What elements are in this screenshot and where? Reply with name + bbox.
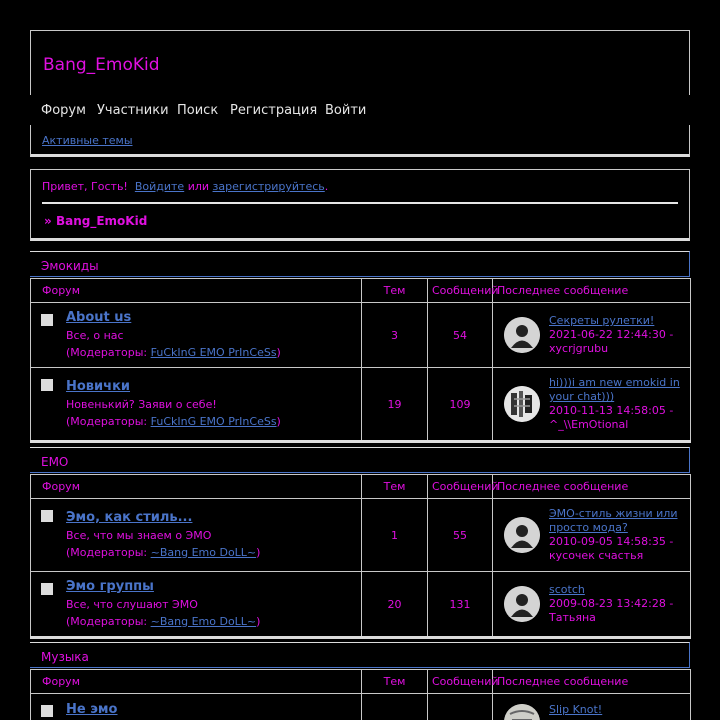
posts-count: 109 (428, 368, 493, 442)
forum-row (31, 368, 691, 442)
forum-moderators (66, 613, 361, 630)
forum-description: Все, о нас (66, 328, 124, 342)
last-post-link[interactable]: scotch (549, 583, 585, 596)
last-post-cell (493, 303, 691, 368)
last-post-cell (493, 368, 691, 442)
forum-cell (31, 572, 362, 638)
divider (42, 202, 678, 204)
forum-status-icon (41, 583, 53, 595)
posts-count: 131 (428, 572, 493, 638)
table-header-row (31, 670, 691, 694)
forum-cell (31, 499, 362, 572)
last-post-link[interactable]: Slip Knot! (549, 703, 603, 716)
category-title (30, 642, 690, 668)
nav-login[interactable]: Войти (325, 103, 367, 118)
avatar-icon[interactable] (504, 586, 540, 622)
col-topics: Тем (362, 475, 428, 499)
posts-count: 54 (428, 303, 493, 368)
category-title-text[interactable]: Эмокиды (41, 259, 99, 273)
avatar-icon[interactable] (504, 317, 540, 353)
forum-moderators (66, 413, 361, 430)
forum-status-icon (41, 705, 53, 717)
moderators-close: ) (256, 614, 261, 628)
sub-navigation (30, 125, 690, 157)
welcome-box (30, 169, 690, 241)
forum-description: Новенький? Заяви о себе! (66, 397, 217, 411)
forum-moderators (66, 544, 361, 561)
forum-table (30, 669, 691, 720)
table-header-row (31, 475, 691, 499)
last-post-meta: 2009-08-23 13:42:28 - Татьяна (549, 597, 674, 624)
col-topics: Тем (362, 279, 428, 303)
forum-row (31, 694, 691, 720)
forum-row (31, 499, 691, 572)
forum-status-icon (41, 510, 53, 522)
last-post-cell (493, 694, 691, 720)
nav-register[interactable]: Регистрация (230, 103, 318, 118)
forum-cell (31, 368, 362, 442)
forum-table (30, 474, 691, 639)
last-post-link[interactable]: ЭМО-стиль жизни или просто мода? (549, 507, 678, 534)
topics-count (362, 694, 428, 720)
category-title (30, 251, 690, 277)
register-link[interactable]: зарегистрируйтесь (212, 180, 325, 193)
forum-row (31, 572, 691, 638)
col-last-post: Последнее сообщение (493, 475, 691, 499)
moderators-label: (Модераторы: (66, 614, 148, 628)
avatar-icon[interactable] (504, 704, 540, 720)
category-title-text[interactable]: Музыка (41, 650, 89, 664)
last-post-meta: 2021-06-22 12:44:30 - xycrjgrubu (549, 328, 674, 355)
table-header-row (31, 279, 691, 303)
last-post-cell (493, 572, 691, 638)
col-forum: Форум (31, 475, 362, 499)
greeting-text: Привет, Гость! (42, 180, 128, 193)
moderator-link[interactable]: FuCkInG EMO PrInCeSs (150, 345, 277, 359)
avatar-icon[interactable] (504, 517, 540, 553)
col-posts: Сообщений (428, 670, 493, 694)
category-title-text[interactable]: EMO (41, 455, 69, 469)
forum-name-link[interactable]: Новички (66, 378, 131, 394)
forum-status-icon (41, 379, 53, 391)
forum-cell (31, 694, 362, 720)
col-forum: Форум (31, 279, 362, 303)
forum-name-link[interactable]: About us (66, 309, 132, 325)
moderators-close: ) (276, 414, 281, 428)
topics-count: 19 (362, 368, 428, 442)
moderator-link[interactable]: FuCkInG EMO PrInCeSs (150, 414, 277, 428)
or-text: или (187, 180, 210, 193)
moderators-label: (Модераторы: (66, 345, 148, 359)
site-title[interactable]: Bang_EmoKid (43, 55, 160, 75)
forum-moderators (66, 344, 361, 361)
col-posts: Сообщений (428, 475, 493, 499)
moderators-label: (Модераторы: (66, 414, 148, 428)
forum-row (31, 303, 691, 368)
forum-description: Все, что мы знаем о ЭМО (66, 528, 212, 542)
posts-count (428, 694, 493, 720)
last-post-meta: 2010-11-13 14:58:05 - ^_\\EmOtional (549, 404, 674, 431)
active-topics-link[interactable]: Активные темы (42, 134, 133, 147)
posts-count: 55 (428, 499, 493, 572)
site-header (30, 30, 690, 95)
forum-name-link[interactable]: Эмо, как стиль... (66, 509, 193, 525)
nav-members[interactable]: Участники (97, 103, 169, 118)
breadcrumb (44, 214, 147, 228)
nav-search[interactable]: Поиск (177, 103, 219, 118)
col-forum: Форум (31, 670, 362, 694)
last-post-link[interactable]: hi)))i am new emokid in your chat))) (549, 376, 680, 403)
main-navbar (30, 95, 690, 125)
avatar-icon[interactable] (504, 386, 540, 422)
moderators-label: (Модераторы: (66, 545, 148, 559)
breadcrumb-separator: » (44, 214, 52, 228)
forum-table (30, 278, 691, 443)
period-text: . (324, 180, 329, 193)
last-post-meta: 2010-09-05 14:58:35 - кусочек счастья (549, 535, 674, 562)
col-topics: Тем (362, 670, 428, 694)
forum-name-link[interactable]: Не эмо (66, 702, 118, 717)
category-title (30, 447, 690, 473)
breadcrumb-current[interactable]: Bang_EmoKid (55, 214, 148, 228)
moderators-close: ) (276, 345, 281, 359)
topics-count: 3 (362, 303, 428, 368)
col-last-post: Последнее сообщение (493, 279, 691, 303)
welcome-line (42, 180, 328, 193)
forum-status-icon (41, 314, 53, 326)
col-posts: Сообщений (428, 279, 493, 303)
forum-name-link[interactable]: Эмо группы (66, 578, 154, 594)
moderator-link[interactable]: ~Bang Emo DoLL~ (150, 614, 257, 628)
last-post-cell (493, 499, 691, 572)
login-link[interactable]: Войдите (134, 180, 185, 193)
topics-count: 20 (362, 572, 428, 638)
topics-count: 1 (362, 499, 428, 572)
forum-description: Все, что слушают ЭМО (66, 597, 198, 611)
last-post-link[interactable]: Секреты рулетки! (549, 314, 655, 327)
col-last-post: Последнее сообщение (493, 670, 691, 694)
nav-forum[interactable]: Форум (41, 103, 86, 118)
forum-cell (31, 303, 362, 368)
moderators-close: ) (256, 545, 261, 559)
moderator-link[interactable]: ~Bang Emo DoLL~ (150, 545, 257, 559)
